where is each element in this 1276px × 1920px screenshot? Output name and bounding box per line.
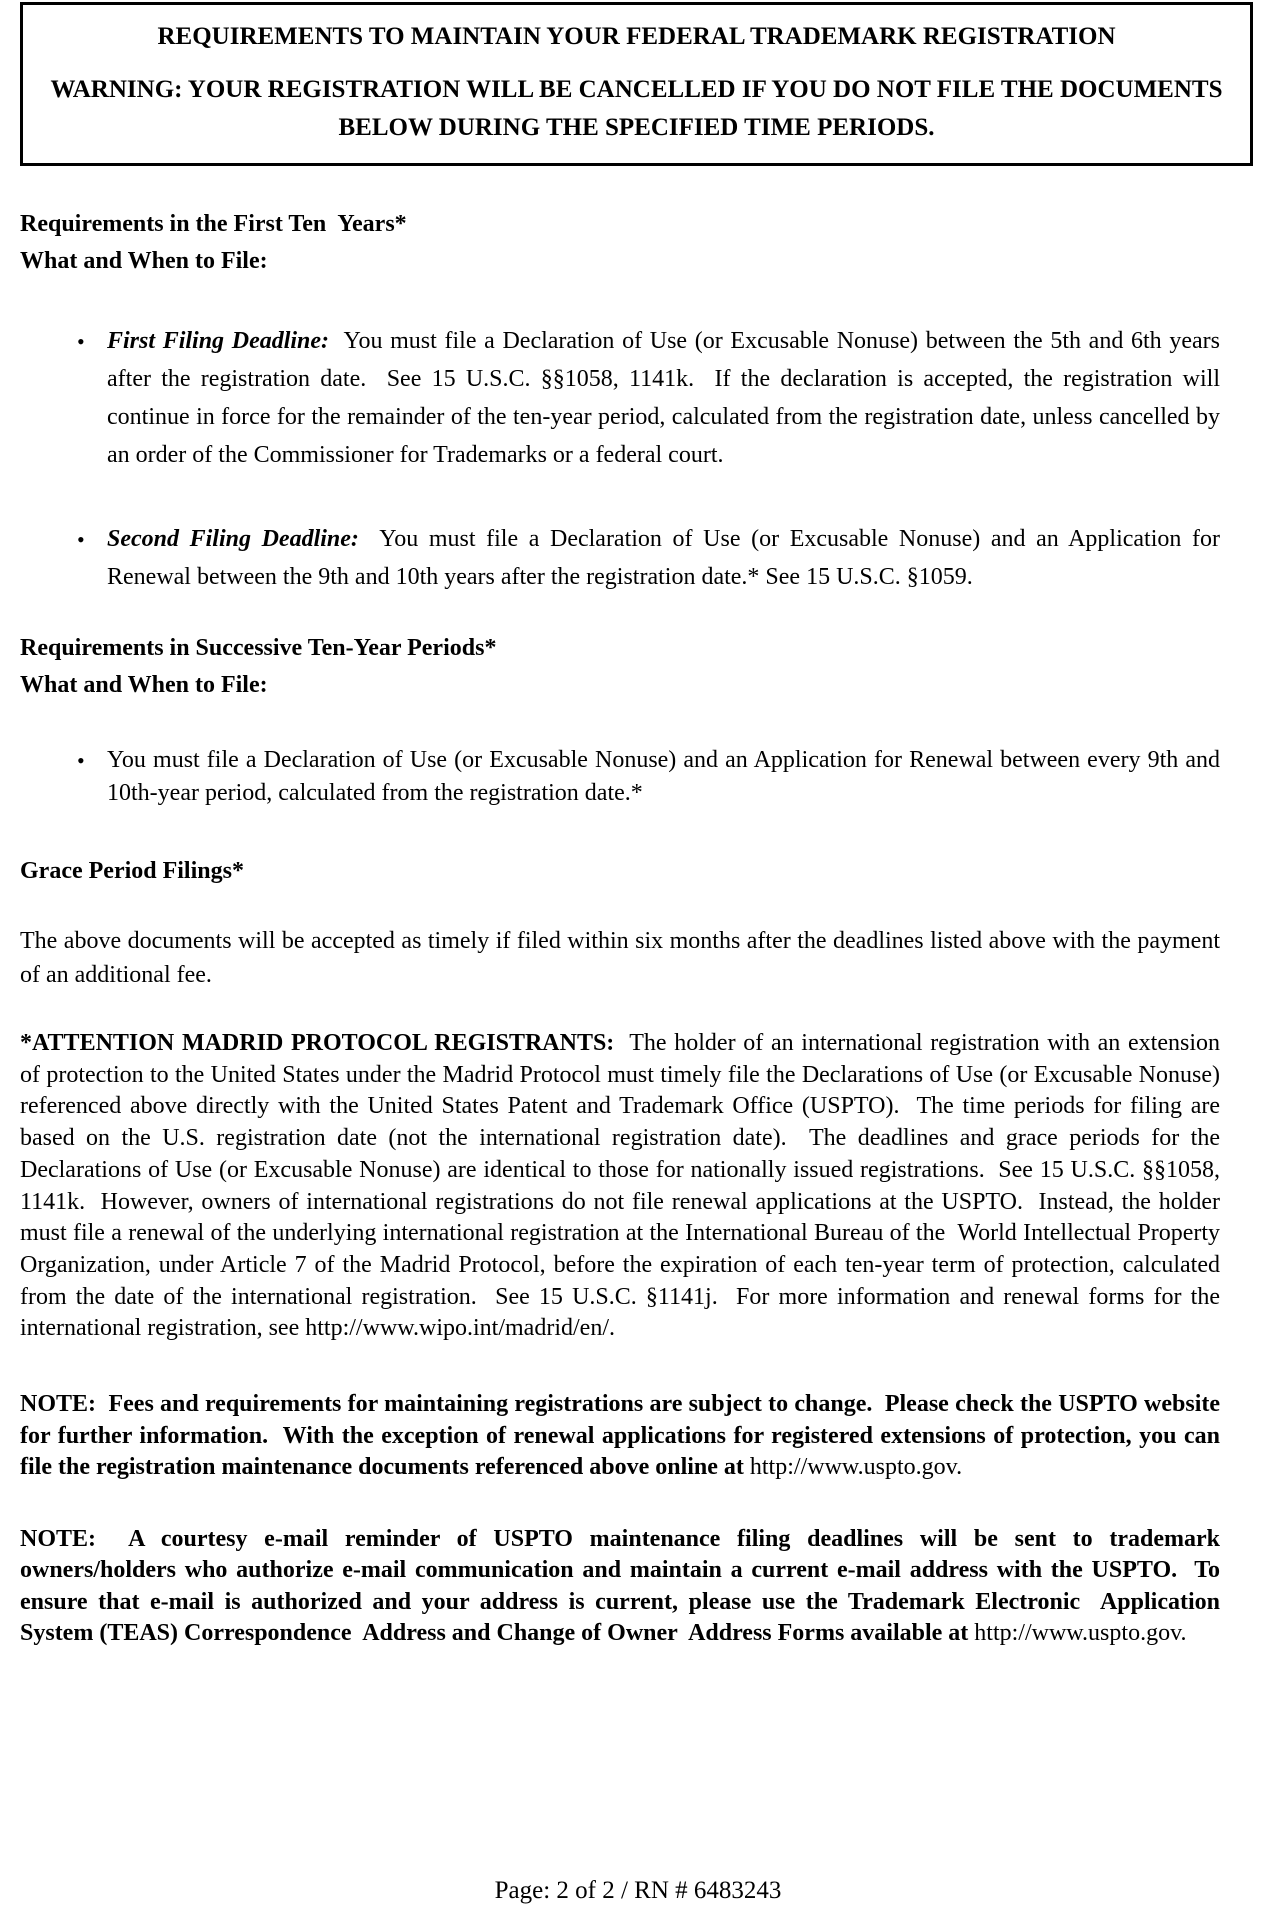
document-body [20, 206, 1227, 1650]
bullet-first-filing-deadline [20, 322, 1226, 474]
document-title: REQUIREMENTS TO MAINTAIN YOUR FEDERAL TRADEMARK REGISTRATION [157, 23, 1116, 50]
grace-period-paragraph: The above documents will be accepted as timely if filed within six months after the deadlines listed above with the payment of an additional fee. [20, 928, 1226, 988]
successive-periods-bullet-list [20, 744, 1226, 809]
note-email-text: NOTE: A courtesy e-mail reminder of USPTO maintenance filing deadlines will be sent to trademark owners/holders who authorize e-mail communication and maintain a current e-mail address with the USPTO. To ensure that e-mail is authorized and your address is current, please use the Trademark Electronic Application System (TEAS) Correspondence Address and Change of Owner Address Forms available at [20, 1525, 1226, 1647]
madrid-protocol-text: The holder of an international registration with an extension of protection to the United States under the Madrid Protocol must timely file the Declarations of Use (or Excusable Nonuse) referenced above directly with the United States Patent and Trademark Office (USPTO). The time periods for filing are based on the U.S. registration date (not the international registration date). The deadlines and grace periods for the Declarations of Use (or Excusable Nonuse) are identical to those for nationally issued registrations. See 15 U.S.C. §§1058, 1141k. However, owners of international registrations do not file renewal applications at the USPTO. Instead, the holder must file a renewal of the underlying international registration at the International Bureau of the World Intellectual Property Organization, under Article 7 of the Madrid Protocol, before the expiration of each ten-year term of protection, calculated from the date of the international registration. See 15 U.S.C. §1141j. For more information and renewal forms for the international registration, see http://www.wipo.int/madrid/en/. [20, 1030, 1226, 1342]
cancellation-warning-text: WARNING: YOUR REGISTRATION WILL BE CANCELLED IF YOU DO NOT FILE THE DOCUMENTS BELOW DURING THE SPECIFIED TIME PERIODS. [50, 76, 1229, 141]
section-successive-periods-heading-group [20, 630, 1220, 704]
note-email-reminder-paragraph [20, 1524, 1226, 1650]
section-heading-first-ten-years: Requirements in the First Ten Years* [20, 211, 407, 237]
uspto-url-1: http://www.uspto.gov. [749, 1454, 963, 1481]
second-filing-deadline-label: Second Filing Deadline: [107, 526, 359, 552]
grace-period-heading-group [20, 853, 1220, 890]
bullet-second-filing-deadline [20, 520, 1227, 596]
madrid-protocol-paragraph [20, 1028, 1226, 1345]
second-filing-deadline-text: You must file a Declaration of Use (or Excusable Nonuse) and an Application for Renewal between the 9th and 10th years after the registration date.* See 15 U.S.C. §1059. [107, 526, 1227, 590]
page-footer: Page: 2 of 2 / RN # 6483243 [494, 1877, 782, 1904]
note-fees-paragraph [20, 1389, 1226, 1484]
first-ten-years-bullet-list [20, 322, 1227, 596]
header-warning-box [20, 2, 1253, 166]
first-filing-deadline-text: You must file a Declaration of Use (or Excusable Nonuse) between the 5th and 6th years after the registration date. See 15 U.S.C. §§1058, 1141k. If the declaration is accepted, the registration will continue in force for the remainder of the ten-year period, calculated from the registration date, unless cancelled by an order of the Commissioner for Trademarks or a federal court. [107, 328, 1226, 468]
section-first-ten-years-heading-group [20, 206, 1220, 280]
section-heading-successive-periods: Requirements in Successive Ten-Year Periods* [20, 635, 497, 661]
successive-renewal-text: You must file a Declaration of Use (or Excusable Nonuse) and an Application for Renewal between every 9th and 10th-year period, calculated from the registration date.* [107, 747, 1226, 806]
bullet-successive-renewal [20, 744, 1226, 809]
subheading-what-when-to-file-1: What and When to File: [20, 248, 268, 274]
note-fees-text: NOTE: Fees and requirements for maintaining registrations are subject to change. Please check the USPTO website for further information. With the exception of renewal applications for registered extensions of protection, you can file the registration maintenance documents referenced above online at [20, 1391, 1226, 1481]
subheading-what-when-to-file-2: What and When to File: [20, 672, 268, 698]
section-heading-grace-period: Grace Period Filings* [20, 858, 244, 884]
uspto-url-2: http://www.uspto.gov. [974, 1620, 1187, 1647]
first-filing-deadline-label: First Filing Deadline: [107, 328, 330, 354]
madrid-protocol-label: *ATTENTION MADRID PROTOCOL REGISTRANTS: [20, 1030, 615, 1056]
